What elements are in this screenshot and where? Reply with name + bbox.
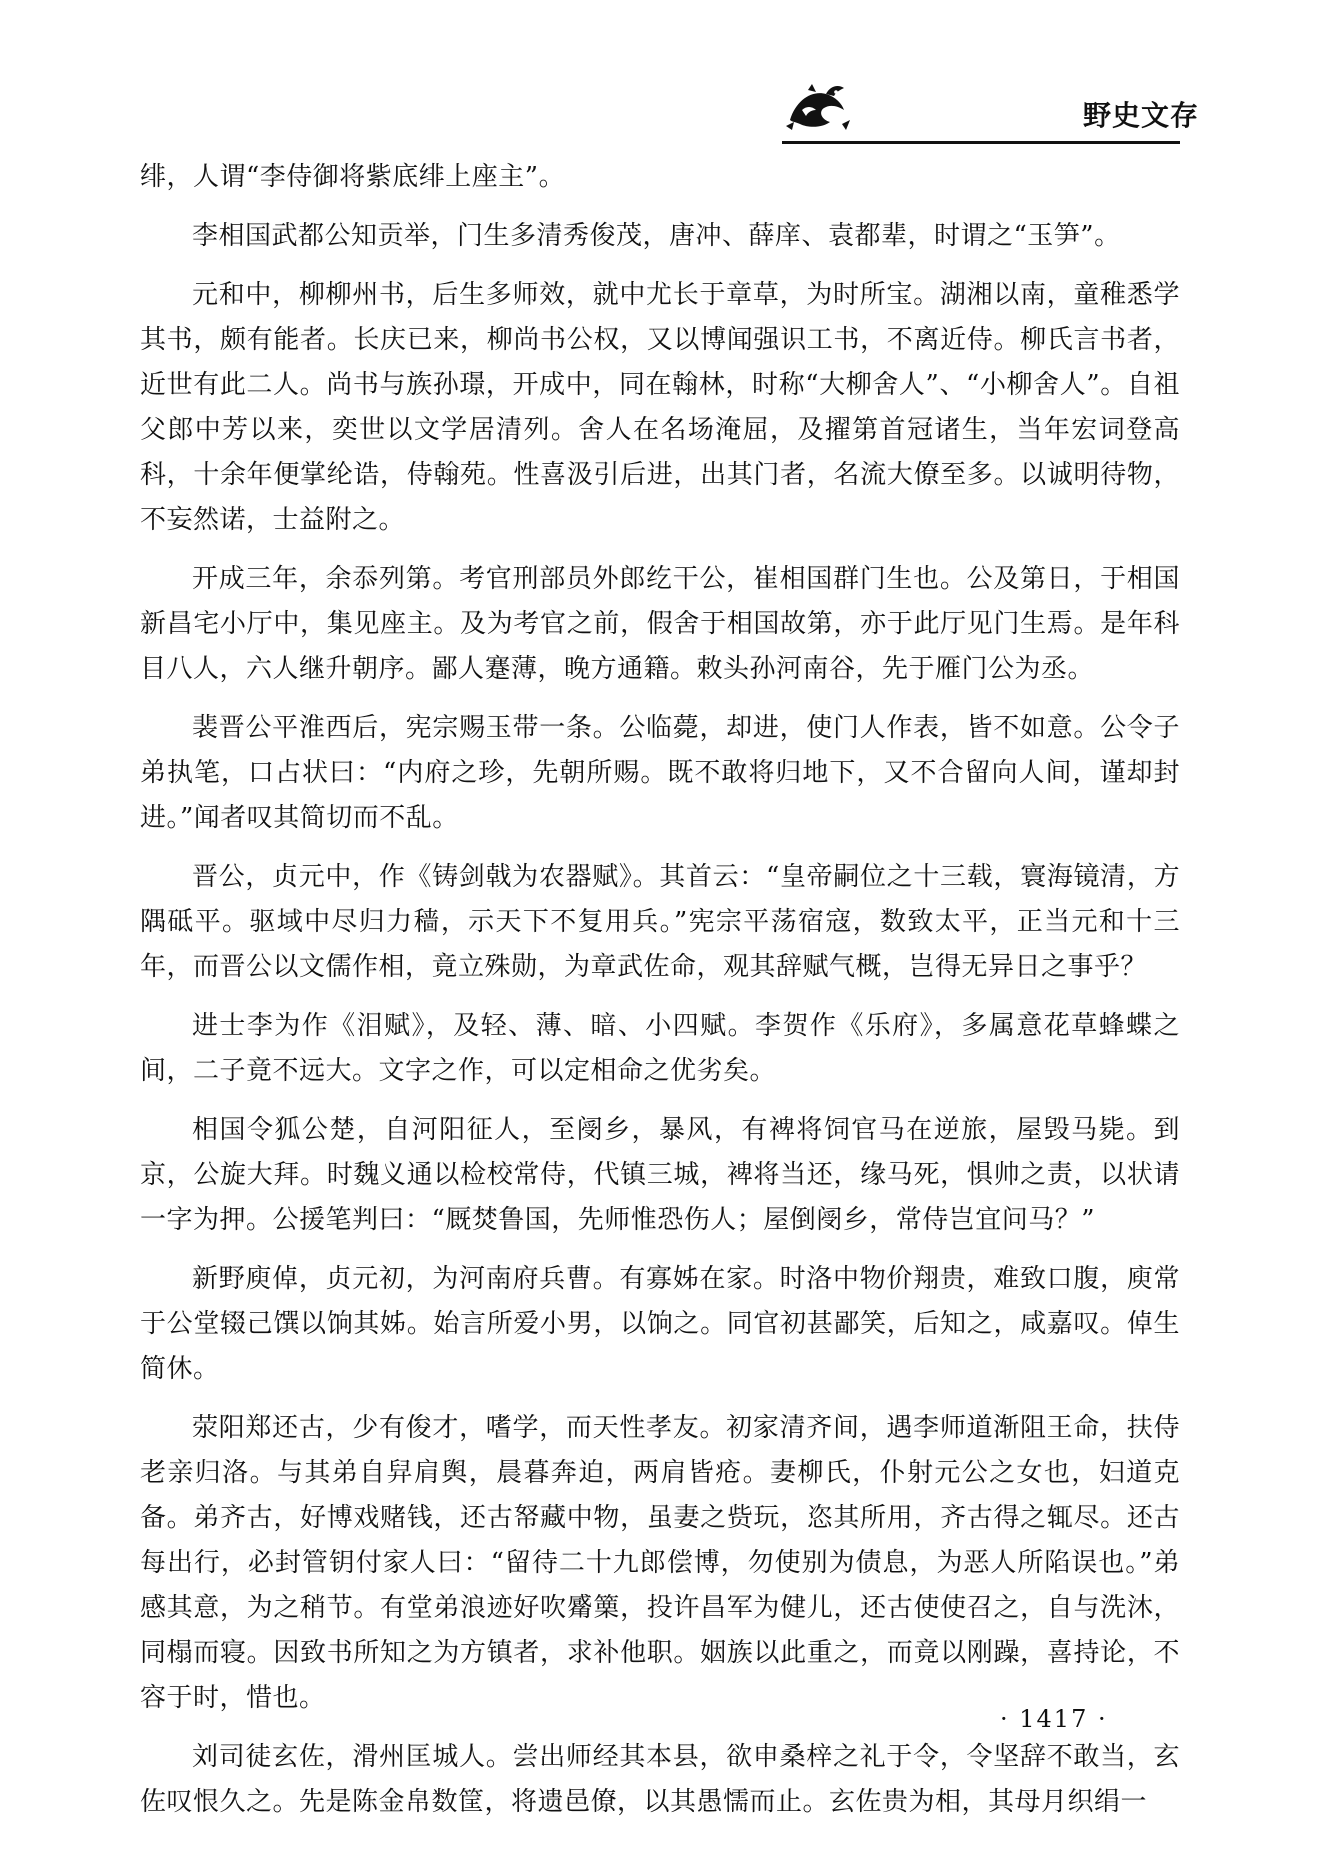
paragraph: 开成三年，余忝列第。考官刑部员外郎纥干公，崔相国群门生也。公及第日，于相国新昌宅小厅中，集见座主。及为考官之前，假舍于相国故第，亦于此厅见门生焉。是年科目八人，六人继升朝序。鄙人蹇薄，晚方通籍。敕头孙河南谷，先于雁门公为丞。 xyxy=(140,564,1180,684)
paragraph: 刘司徒玄佐，滑州匡城人。尝出师经其本县，欲申桑梓之礼于令，令坚辞不敢当，玄佐叹恨久之。先是陈金帛数筐，将遗邑僚，以其愚懦而止。玄佐贵为相，其母月织绢一 xyxy=(140,1742,1180,1817)
paragraph: 李相国武都公知贡举，门生多清秀俊茂，唐冲、薛庠、袁都辈，时谓之“玉笋”。 xyxy=(192,221,1121,251)
paragraph: 裴晋公平淮西后，宪宗赐玉带一条。公临薨，却进，使门人作表，皆不如意。公令子弟执笔，口占状曰：“内府之珍，先朝所赐。既不敢将归地下，又不合留向人间，谨却封进。”闻者叹其简切而不乱。 xyxy=(140,713,1180,833)
paragraph: 进士李为作《泪赋》，及轻、薄、暗、小四赋。李贺作《乐府》，多属意花草蜂蝶之间，二子竟不远大。文字之作，可以定相命之优劣矣。 xyxy=(140,1011,1180,1086)
header-divider xyxy=(782,141,1180,144)
paragraph: 元和中，柳柳州书，后生多师效，就中尤长于章草，为时所宝。湖湘以南，童稚悉学其书，颇有能者。长庆已来，柳尚书公权，又以博闻强识工书，不离近侍。柳氏言书者，近世有此二人。尚书与族孙璟，开成中，同在翰林，时称“大柳舍人”、“小柳舍人”。自祖父郎中芳以来，奕世以文学居清列。舍人在名场淹屈，及擢第首冠诸生，当年宏词登高科，十余年便掌纶诰，侍翰苑。性喜汲引后进，出其门者，名流大僚至多。以诚明待物，不妄然诺，士益附之。 xyxy=(140,280,1180,535)
paragraph-continued: 绯，人谓“李侍御将紫底绯上座主”。 xyxy=(140,162,566,192)
page-number: · 1417 · xyxy=(1000,1705,1108,1733)
paragraph: 相国令狐公楚，自河阳征人，至阌乡，暴风，有裨将饲官马在逆旅，屋毁马毙。到京，公旋大拜。时魏义通以检校常侍，代镇三城，裨将当还，缘马死，惧帅之责，以状请一字为押。公援笔判曰：“厩焚鲁国，先师惟恐伤人；屋倒阌乡，常侍岂宜问马？” xyxy=(140,1115,1180,1235)
running-header xyxy=(0,80,1322,150)
paragraph: 荥阳郑还古，少有俊才，嗜学，而天性孝友。初家清齐间，遇李师道渐阻王命，扶侍老亲归洛。与其弟自舁肩舆，晨暮奔迫，两肩皆疮。妻柳氏，仆射元公之女也，妇道克备。弟齐古，好博戏赌钱，还古帑藏中物，虽妻之赀玩，恣其所用，齐古得之辄尽。还古每出行，必封管钥付家人曰：“留待二十九郎偿博，勿使别为债息，为恶人所陷误也。”弟感其意，为之稍节。有堂弟浪迹好吹觱篥，投许昌军为健儿，还古使使召之，自与洗沐，同榻而寝。因致书所知之为方镇者，求补他职。姻族以此重之，而竟以刚躁，喜持论，不容于时，惜也。 xyxy=(140,1413,1180,1713)
page-body xyxy=(140,155,1180,1839)
paragraph: 新野庾倬，贞元初，为河南府兵曹。有寡姊在家。时洛中物价翔贵，难致口腹，庾常于公堂辍己馔以饷其姊。始言所爱小男，以饷之。同官初甚鄙笑，后知之，咸嘉叹。倬生简休。 xyxy=(140,1264,1180,1384)
dragon-emblem-icon xyxy=(782,80,852,136)
paragraph: 晋公，贞元中，作《铸剑戟为农器赋》。其首云：“皇帝嗣位之十三载，寰海镜清，方隅砥平。驱域中尽归力穑，示天下不复用兵。”宪宗平荡宿寇，数致太平，正当元和十三年，而晋公以文儒作相，竟立殊勋，为章武佐命，观其辞赋气概，岂得无异日之事乎？ xyxy=(140,862,1180,982)
running-title: 野史文存 xyxy=(1083,99,1200,132)
